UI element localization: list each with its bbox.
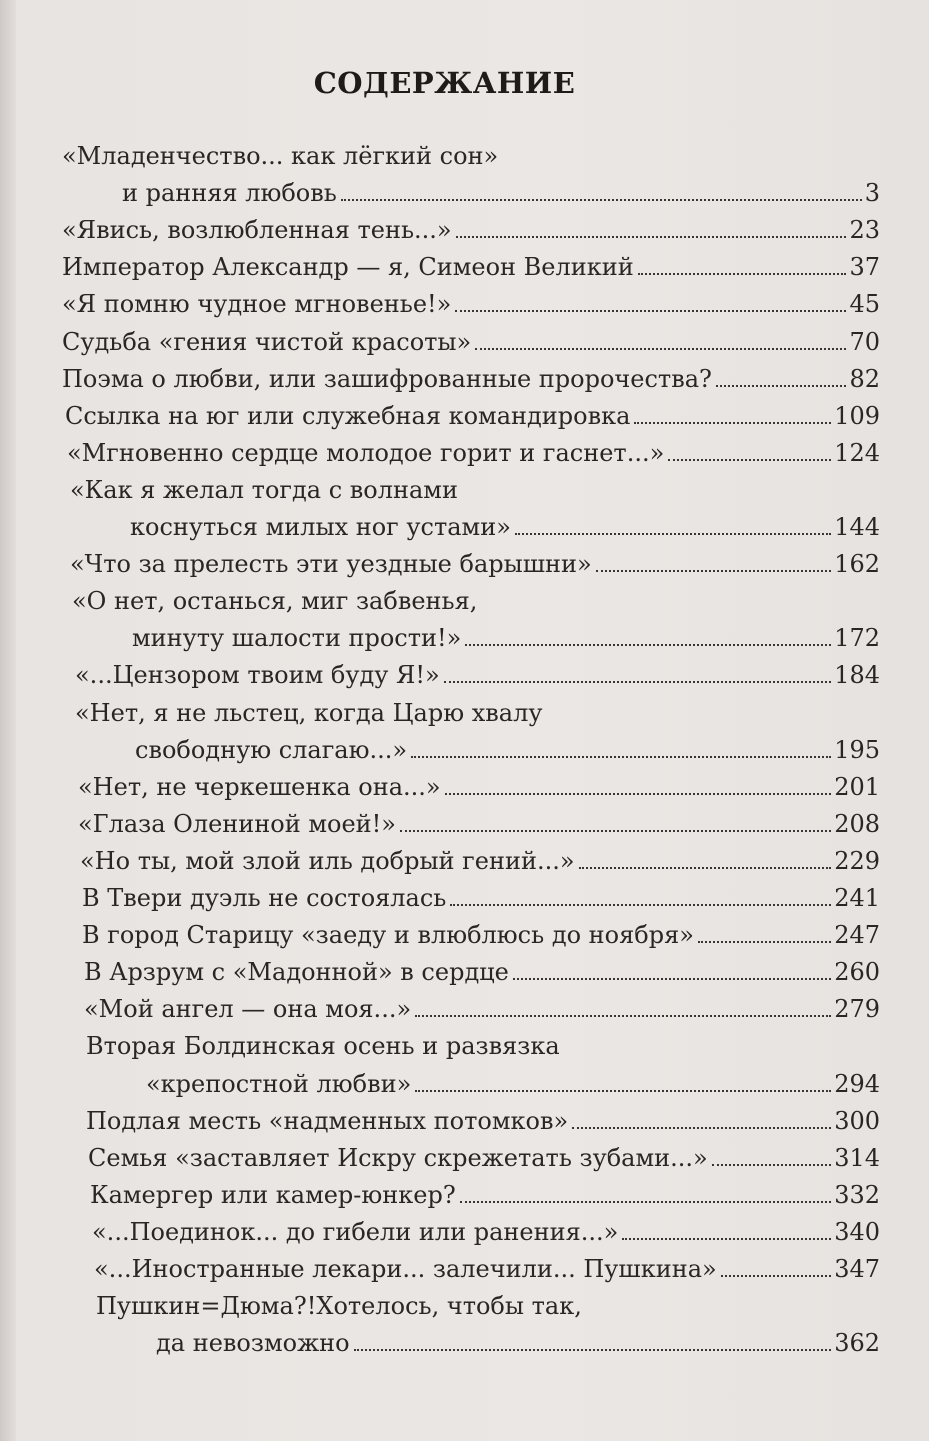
toc-entry-title: «Глаза Олениной моей!» [78,810,396,838]
dot-leader [450,886,831,906]
dot-leader [716,367,847,387]
toc-entry-line-continued [62,141,498,171]
toc-entry-title: «Как я желал тогда с волнами [70,476,458,504]
dot-leader [579,849,832,869]
toc-entry-line [84,994,880,1024]
toc-entry-title: и ранняя любовь [122,179,337,207]
toc-entry-line-continued [86,1031,560,1061]
toc-entry-title: «крепостной любви» [146,1070,412,1098]
dot-leader [475,330,846,350]
toc-entry-line [70,549,880,579]
toc-entry-line [78,809,880,839]
toc-entry-title: «О нет, останься, миг забвенья, [72,587,478,615]
toc-entry-title: Камергер или камер-юнкер? [90,1181,456,1209]
toc-entry-line-continued [96,1291,582,1321]
dot-leader [456,218,847,238]
toc-entry-title: минуту шалости прости!» [132,624,462,652]
toc-entry-line [86,1106,880,1136]
dot-leader [400,812,831,832]
toc-page-number: 124 [834,439,880,467]
toc-page-number: 347 [834,1255,880,1283]
toc-page-number: 70 [849,328,880,356]
toc-page-number: 229 [834,847,880,875]
dot-leader [460,1183,831,1203]
dot-leader [622,1220,831,1240]
dot-leader [634,404,831,424]
toc-page-number: 314 [834,1144,880,1172]
toc-entry-title: Семья «заставляет Искру скрежетать зубами...» [88,1144,708,1172]
toc-page-number: 23 [849,216,880,244]
toc-entry-title: да невозможно [156,1329,350,1357]
toc-entry-line-continued [72,586,477,616]
toc-entry-line [67,438,880,468]
toc-entry-line [84,957,880,987]
toc-entry-line [82,920,880,950]
toc-page-number: 162 [834,550,880,578]
toc-entry-title: «Но ты, мой злой иль добрый гений...» [80,847,575,875]
toc-entry-title: Вторая Болдинская осень и развязка [86,1032,560,1060]
toc-entry-line [146,1069,880,1099]
toc-entry-title: Судьба «гения чистой красоты» [62,328,472,356]
toc-entry-line [82,883,880,913]
toc-entry-title: «Что за прелесть эти уездные барышни» [70,550,592,578]
toc-page-number: 340 [834,1218,880,1246]
page-spine-shadow [0,0,16,1441]
toc-entry-line [62,252,880,282]
toc-entry-title: Пушкин=Дюма?!Хотелось, чтобы так, [96,1292,582,1320]
toc-entry-line [65,401,880,431]
dot-leader [465,626,831,646]
toc-entry-line [132,623,880,653]
toc-entry-title: «...Иностранные лекари... залечили... Пушкина» [94,1255,717,1283]
toc-page-number: 45 [849,290,880,318]
toc-page-number: 172 [834,624,880,652]
toc-entry-line [156,1328,880,1358]
dot-leader [341,181,862,201]
toc-entry-line [130,512,880,542]
toc-entry-title: «Мгновенно сердце молодое горит и гаснет...» [67,439,665,467]
toc-page-number: 332 [834,1181,880,1209]
toc-entry-title: «Я помню чудное мгновенье!» [62,290,452,318]
toc-entry-line [90,1180,880,1210]
dot-leader [638,255,847,275]
toc-page-number: 37 [849,253,880,281]
dot-leader [515,515,831,535]
toc-entry-line [62,215,880,245]
toc-entry-title: Поэма о любви, или зашифрованные пророчества? [62,365,712,393]
toc-entry-line [135,735,880,765]
toc-page-number: 362 [834,1329,880,1357]
dot-leader [596,552,831,572]
toc-page-number: 3 [864,179,880,207]
toc-entry-line [80,846,880,876]
dot-leader [445,775,832,795]
toc-entry-line [78,772,880,802]
toc-page-number: 241 [834,884,880,912]
toc-page-number: 201 [834,773,880,801]
dot-leader [721,1257,831,1277]
toc-entry-title: Император Александр — я, Симеон Великий [62,253,634,281]
toc-entry-title: «Нет, я не льстец, когда Царю хвалу [75,699,543,727]
toc-page-number: 247 [834,921,880,949]
dot-leader [698,923,831,943]
dot-leader [444,663,832,683]
toc-entry-line [88,1143,880,1173]
toc-entry-title: В Арзрум с «Мадонной» в сердце [84,958,509,986]
dot-leader [411,738,831,758]
toc-page-number: 109 [834,402,880,430]
dot-leader [668,441,831,461]
toc-entry-title: «...Цензором твоим буду Я!» [75,661,440,689]
toc-entry-line [75,660,880,690]
toc-page-number: 294 [834,1070,880,1098]
toc-entry-title: В Твери дуэль не состоялась [82,884,447,912]
toc-entry-title: «Нет, не черкешенка она...» [78,773,441,801]
toc-entry-line [122,178,880,208]
toc-page-number: 208 [834,810,880,838]
toc-entry-line [62,364,880,394]
toc-entry-title: «Младенчество... как лёгкий сон» [62,142,499,170]
toc-entry-title: «Мой ангел — она моя...» [84,995,412,1023]
dot-leader [415,997,831,1017]
toc-entry-line [92,1217,880,1247]
toc-entry-title: коснуться милых ног устами» [130,513,511,541]
toc-entry-title: «Явись, возлюбленная тень...» [62,216,452,244]
dot-leader [712,1146,831,1166]
toc-entry-title: Ссылка на юг или служебная командировка [65,402,631,430]
dot-leader [415,1072,831,1092]
toc-entry-line [62,289,880,319]
toc-page-number: 184 [834,661,880,689]
toc-entry-line [94,1254,880,1284]
toc-entry-title: В город Старицу «заеду и влюблюсь до ноября» [82,921,694,949]
dot-leader [455,292,846,312]
toc-page-number: 82 [849,365,880,393]
toc-page-number: 144 [834,513,880,541]
toc-page-number: 279 [834,995,880,1023]
toc-entry-title: свободную слагаю...» [135,736,408,764]
toc-entry-title: «...Поединок... до гибели или ранения...» [92,1218,619,1246]
toc-entry-title: Подлая месть «надменных потомков» [86,1107,569,1135]
toc-page-number: 300 [834,1107,880,1135]
dot-leader [513,960,831,980]
page-title: СОДЕРЖАНИЕ [313,66,576,100]
toc-page-number: 260 [834,958,880,986]
toc-entry-line-continued [75,698,542,728]
toc-page-number: 195 [834,736,880,764]
toc-entry-line [62,327,880,357]
dot-leader [572,1109,831,1129]
toc-entry-line-continued [70,475,458,505]
dot-leader [354,1331,832,1351]
